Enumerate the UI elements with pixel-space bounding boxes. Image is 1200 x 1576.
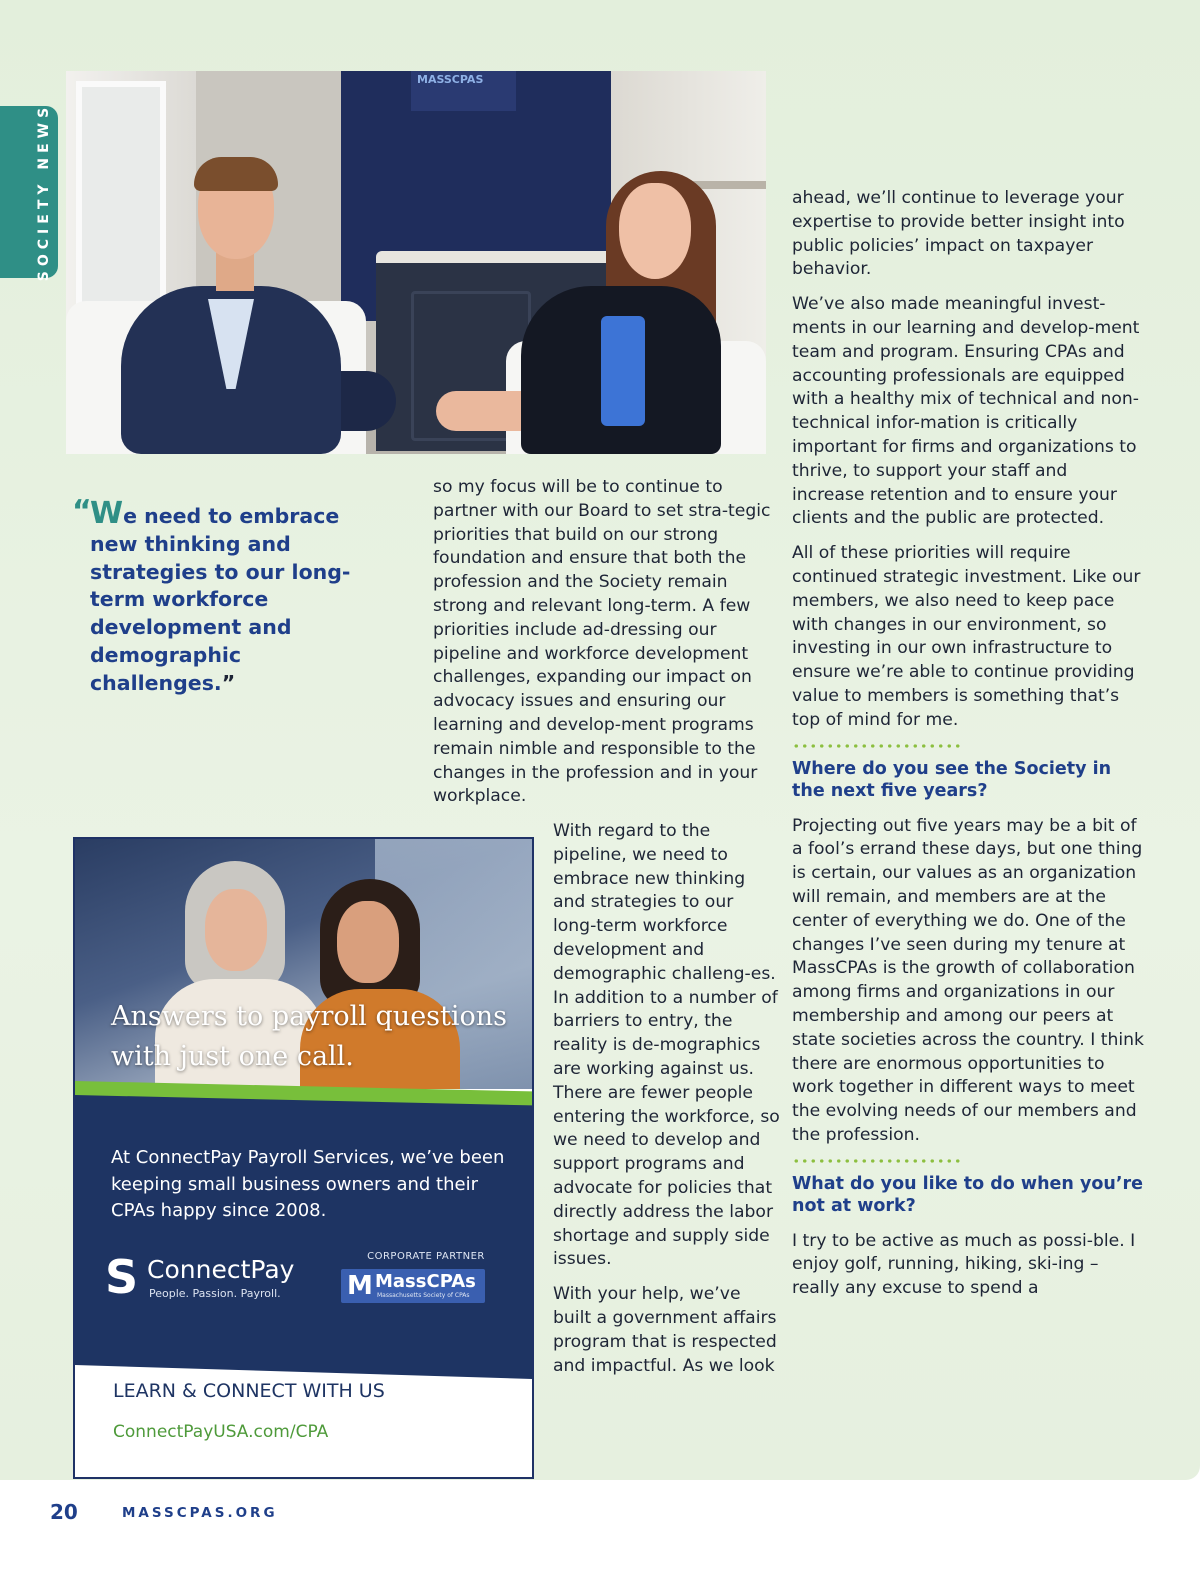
ad-photo-person2-face [337, 901, 399, 983]
photo-woman-top [601, 316, 645, 426]
connectpay-advertisement[interactable] [73, 837, 534, 1479]
question-heading: What do you like to do when you’re not at work? [792, 1173, 1143, 1217]
body-column-middle-bottom [553, 820, 781, 1389]
connectpay-logo-name: ConnectPay [147, 1255, 295, 1284]
photo-window [76, 81, 166, 321]
corporate-partner-label: CORPORATE PARTNER [367, 1251, 485, 1262]
pull-quote-close-mark: ” [221, 670, 236, 695]
ad-body-text: At ConnectPay Payroll Services, we’ve been keeping small business owners and their CPAs happy since 2008. [111, 1147, 505, 1221]
site-url: MASSCPAS.ORG [122, 1505, 278, 1521]
paragraph: All of these priorities will require continued strategic investment. Like our members, we also need to keep pace with changes in our environment, so investing in our own infrastructure to ensure we’re able to continue providing value to members is something that’s top of mind for me. [792, 543, 1141, 730]
ad-headline-line: Answers to payroll questions [111, 1001, 508, 1032]
photo-man-hair [194, 157, 278, 191]
pull-quote-text: e need to embrace new thinking and strategies to our long-term workforce development and demographic challenges. [90, 504, 351, 695]
masscpas-badge-subtitle: Massachusetts Society of CPAs [377, 1292, 470, 1299]
interview-photo [66, 71, 766, 454]
pull-quote [72, 494, 392, 698]
section-tab-label: SOCIETY NEWS [36, 102, 52, 282]
paragraph: so my focus will be to continue to partner with our Board to set stra-tegic priorities that build on our strong foundation and ensure that both the profession and the Society remain strong and relevant long-term. A few priorities include ad-dressing our pipeline and workforce development challenges, expanding our impact on advocacy issues and ensuring our learning and develop-ment programs remain nimble and responsible to the changes in the profession and in your workplace. [433, 477, 771, 807]
masscpas-badge [341, 1269, 485, 1303]
body-column-middle-top [433, 476, 781, 820]
question-heading: Where do you see the Society in the next five years? [792, 758, 1112, 802]
dotted-divider [792, 744, 962, 748]
connectpay-logo [105, 1251, 305, 1307]
masscpas-badge-icon: M [347, 1271, 373, 1301]
paragraph: With your help, we’ve built a government affairs program that is respected and impactful. As we look [553, 1284, 777, 1376]
paragraph: With regard to the pipeline, we need to embrace new thinking and strategies to our long-term workforce development and demographic challeng-es. In addition to a number of barriers to entry, the reality is de-mographics are working against us. There are fewer people entering the workforce, so we need to develop and support programs and advocate for policies that directly address the labor shortage and supply side issues. [553, 821, 780, 1270]
page-number: 20 [50, 1500, 78, 1524]
dotted-divider [792, 1159, 962, 1163]
connectpay-logo-icon: S [105, 1250, 139, 1304]
pull-quote-open-mark: “ [72, 494, 92, 529]
ad-headline [111, 997, 531, 1077]
pull-quote-body [72, 494, 392, 698]
paragraph: Projecting out five years may be a bit of a fool’s errand these days, but one thing is certain, our values as an organization will remain, and members are at the center of everything we do. One of the changes I’ve seen during my tenure at MassCPAs is the growth of collaboration among firms and organizations in our membership and among our peers at state societies across the country. I think there are enormous opportunities to work together in different ways to meet the evolving needs of our members and the profession. [792, 815, 1144, 1145]
photo-sign: MASSCPAS [411, 71, 516, 111]
pull-quote-first-letter: W [90, 496, 124, 531]
paragraph: I try to be active as much as possi-ble. I enjoy golf, running, hiking, ski-ing – really any excuse to spend a [792, 1230, 1136, 1299]
paragraph: We’ve also made meaningful invest-ments in our learning and develop-ment team and program. Ensuring CPAs and accounting professionals are equipped with a healthy mix of technical and non-technical infor-mation is critically important for firms and organizations to thrive, to support your staff and increase retention and to ensure your clients and the public are protected. [792, 294, 1140, 529]
ad-call-to-action: LEARN & CONNECT WITH US [113, 1380, 385, 1402]
body-column-right [792, 187, 1144, 1312]
photo-woman-head [619, 183, 691, 279]
paragraph: ahead, we’ll continue to leverage your expertise to provide better insight into public policies’ impact on taxpayer behavior. [792, 188, 1125, 280]
ad-photo-person1-face [205, 889, 267, 971]
masscpas-badge-name: MassCPAs [375, 1271, 476, 1292]
connectpay-tagline: People. Passion. Payroll. [149, 1287, 281, 1300]
ad-navy-panel [75, 1089, 532, 1379]
ad-url-link[interactable]: ConnectPayUSA.com/CPA [113, 1422, 329, 1442]
ad-headline-line: with just one call. [111, 1041, 354, 1072]
